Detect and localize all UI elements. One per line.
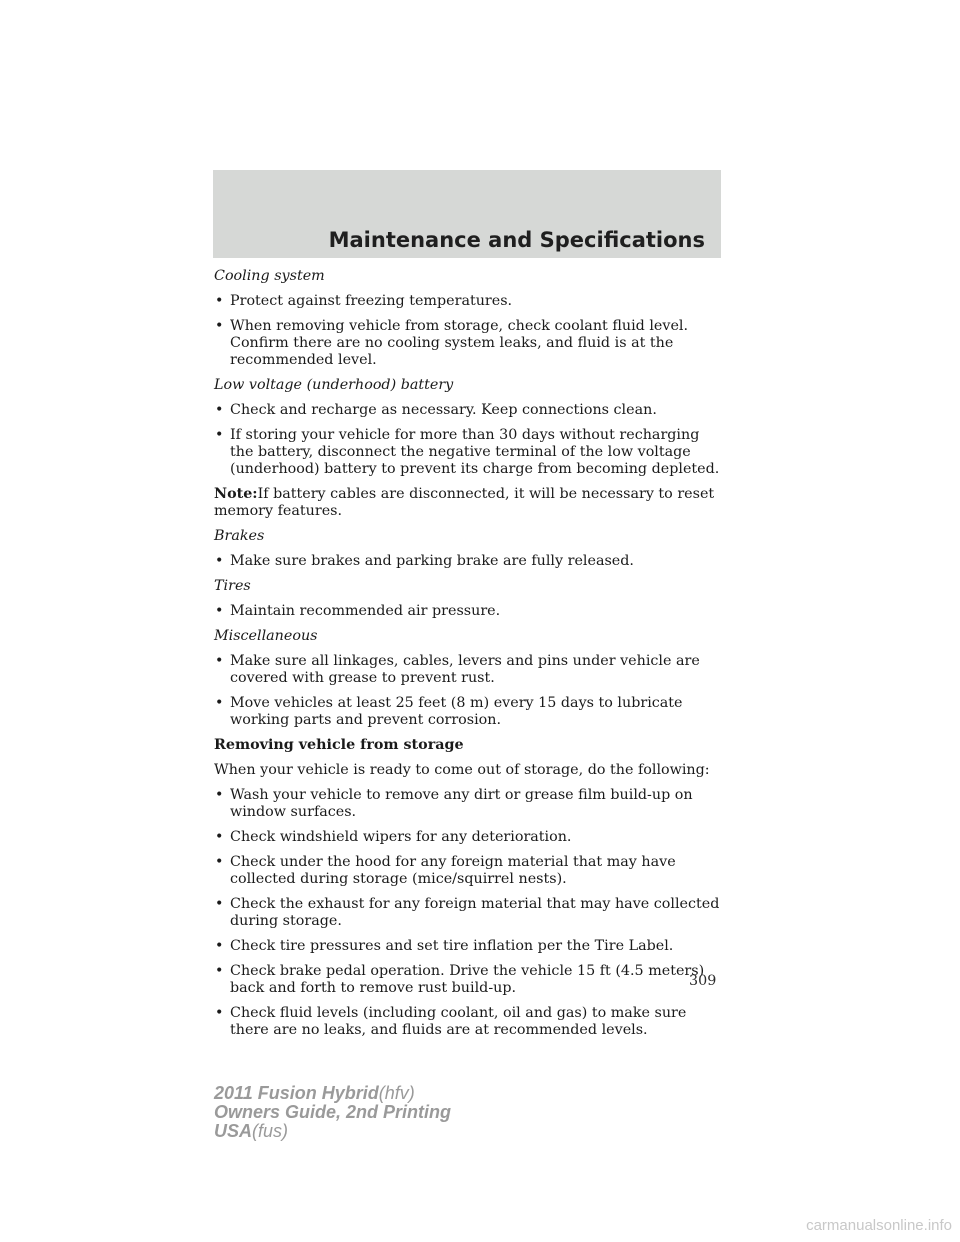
note-label: Note: [214, 486, 258, 502]
removing-heading: Removing vehicle from storage [214, 737, 464, 753]
footer-line-model: 2011 Fusion Hybrid(hfv) [214, 1083, 415, 1103]
section-title: Maintenance and Specifications [328, 228, 705, 252]
list-item: • Check under the hood for any foreign material that may have collected during storage (mice/squirrel nests). [215, 854, 676, 887]
tires-list [214, 603, 724, 620]
removing-list [214, 787, 724, 1039]
list-item: • Check windshield wipers for any deterioration. [215, 829, 572, 845]
bullet-icon: • [215, 1005, 224, 1021]
bullet-icon: • [215, 402, 224, 418]
list-item: • If storing your vehicle for more than 30 days without recharging the battery, disconnect the negative terminal of the low voltage (underhood) battery to prevent its charge from becoming depleted. [215, 427, 720, 477]
bullet-icon: • [215, 695, 224, 711]
list-item: • Make sure all linkages, cables, levers and pins under vehicle are covered with grease to prevent rust. [215, 653, 700, 686]
brakes-list [214, 553, 724, 570]
bullet-icon: • [215, 603, 224, 619]
list-item: • Make sure brakes and parking brake are fully released. [215, 553, 634, 569]
battery-heading: Low voltage (underhood) battery [214, 377, 454, 393]
list-item: • Check fluid levels (including coolant, oil and gas) to make sure there are no leaks, and fluids are at recommended levels. [215, 1005, 687, 1038]
watermark: carmanualsonline.info [806, 1217, 952, 1234]
battery-note [214, 486, 724, 520]
bullet-icon: • [215, 854, 224, 870]
list-item: • When removing vehicle from storage, check coolant fluid level. Confirm there are no cooling system leaks, and fluid is at the recommended level. [215, 318, 689, 368]
list-item: • Wash your vehicle to remove any dirt or grease film build-up on window surfaces. [215, 787, 693, 820]
bullet-icon: • [215, 829, 224, 845]
list-item: • Move vehicles at least 25 feet (8 m) every 15 days to lubricate working parts and prevent corrosion. [215, 695, 683, 728]
note-text: If battery cables are disconnected, it will be necessary to reset memory features. [214, 486, 715, 519]
removing-intro: When your vehicle is ready to come out of storage, do the following: [214, 762, 710, 778]
cooling-list [214, 293, 724, 369]
bullet-icon: • [215, 938, 224, 954]
bullet-icon: • [215, 896, 224, 912]
bullet-icon: • [215, 293, 224, 309]
brakes-heading: Brakes [214, 528, 265, 544]
page-content [214, 268, 724, 1047]
battery-list [214, 402, 724, 478]
bullet-icon: • [215, 787, 224, 803]
list-item: • Check tire pressures and set tire inflation per the Tire Label. [215, 938, 674, 954]
list-item: • Check the exhaust for any foreign material that may have collected during storage. [215, 896, 720, 929]
footer-line-market: USA(fus) [214, 1121, 289, 1141]
cooling-heading: Cooling system [214, 268, 325, 284]
list-item: • Check and recharge as necessary. Keep connections clean. [215, 402, 657, 418]
bullet-icon: • [215, 963, 224, 979]
section-header-band [213, 170, 721, 258]
footer-imprint [214, 1084, 451, 1141]
bullet-icon: • [215, 653, 224, 669]
bullet-icon: • [215, 553, 224, 569]
bullet-icon: • [215, 427, 224, 443]
footer-line-printing: Owners Guide, 2nd Printing [214, 1102, 452, 1122]
bullet-icon: • [215, 318, 224, 334]
page-number: 309 [689, 973, 717, 989]
tires-heading: Tires [214, 578, 251, 594]
misc-list [214, 653, 724, 729]
list-item: • Protect against freezing temperatures. [215, 293, 513, 309]
list-item: • Check brake pedal operation. Drive the vehicle 15 ft (4.5 meters) back and forth to remove rust build-up. [215, 963, 705, 996]
list-item: • Maintain recommended air pressure. [215, 603, 501, 619]
misc-heading: Miscellaneous [214, 628, 318, 644]
